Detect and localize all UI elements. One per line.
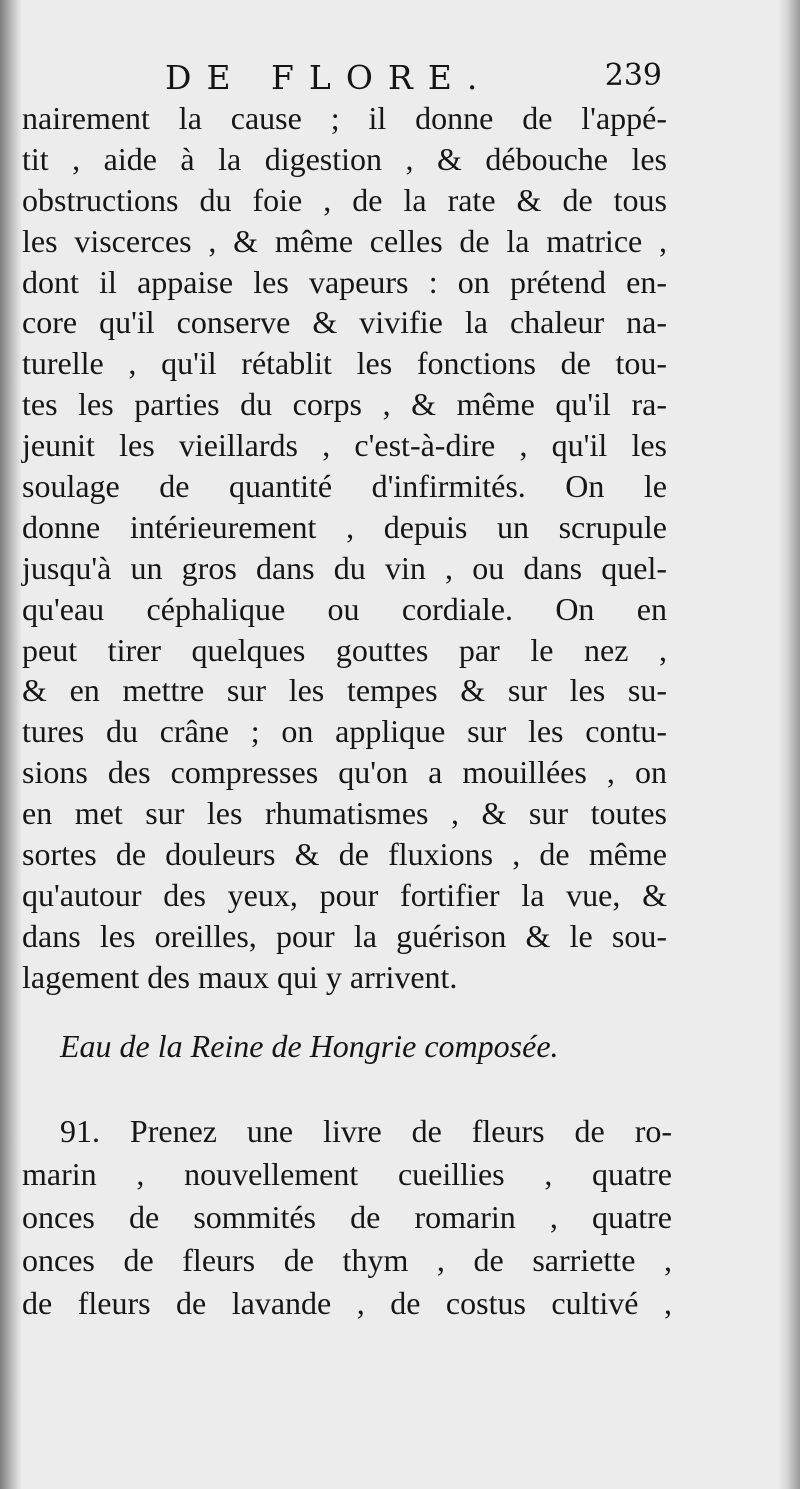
section-heading: Eau de la Reine de Hongrie composée. [60,1028,559,1064]
text-line: 91. Prenez une livre de fleurs de ro- [60,1113,672,1149]
text-line: & en mettre sur les tempes & sur les su- [22,672,667,709]
text-line: qu'eau céphalique ou cordiale. On en [22,590,667,627]
running-title: DE FLORE. [165,58,493,97]
text-line: en met sur les rhumatismes , & sur toutes [22,795,667,832]
text-line: onces de fleurs de thym , de sarriette , [22,1242,672,1278]
text-line: les viscerces , & même celles de la matrice , [22,222,667,259]
text-line: tures du crâne ; on applique sur les contu- [22,713,667,750]
edge-shadow [778,0,800,1489]
gutter-shadow [0,0,22,1489]
text-line: soulage de quantité d'infirmités. On le [22,468,667,505]
text-line: sortes de douleurs & de fluxions , de même [22,836,667,873]
text-line: nairement la cause ; il donne de l'appé- [22,100,667,136]
text-line: sions des compresses qu'on a mouillées , on [22,754,667,791]
text-line: turelle , qu'il rétablit les fonctions de tou- [22,345,667,382]
text-line: dans les oreilles, pour la guérison & le sou- [22,917,667,954]
text-line: tes les parties du corps , & même qu'il ra- [22,386,667,423]
text-line: jusqu'à un gros dans du vin , ou dans quel- [22,549,667,586]
text-line: core qu'il conserve & vivifie la chaleur na- [22,304,667,341]
running-head [0,58,800,98]
body-paragraph [22,98,667,998]
text-line: donne intérieurement , depuis un scrupule [22,508,667,545]
text-line: jeunit les vieillards , c'est-à-dire , qu'il les [22,427,667,464]
text-line: onces de sommités de romarin , quatre [22,1199,672,1235]
text-line: peut tirer quelques gouttes par le nez , [22,631,667,668]
text-line: lagement des maux qui y arrivent. [22,958,458,995]
text-line: de fleurs de lavande , de costus cultivé , [22,1285,672,1321]
page-number: 239 [604,58,662,93]
text-line: tit , aide à la digestion , & débouche les [22,140,667,177]
text-line: obstructions du foie , de la rate & de tous [22,181,667,218]
text-line: dont il appaise les vapeurs : on prétend en- [22,263,667,300]
recipe-paragraph [22,1110,672,1325]
text-line: qu'autour des yeux, pour fortifier la vue, & [22,876,667,913]
text-line: marin , nouvellement cueillies , quatre [22,1156,672,1192]
